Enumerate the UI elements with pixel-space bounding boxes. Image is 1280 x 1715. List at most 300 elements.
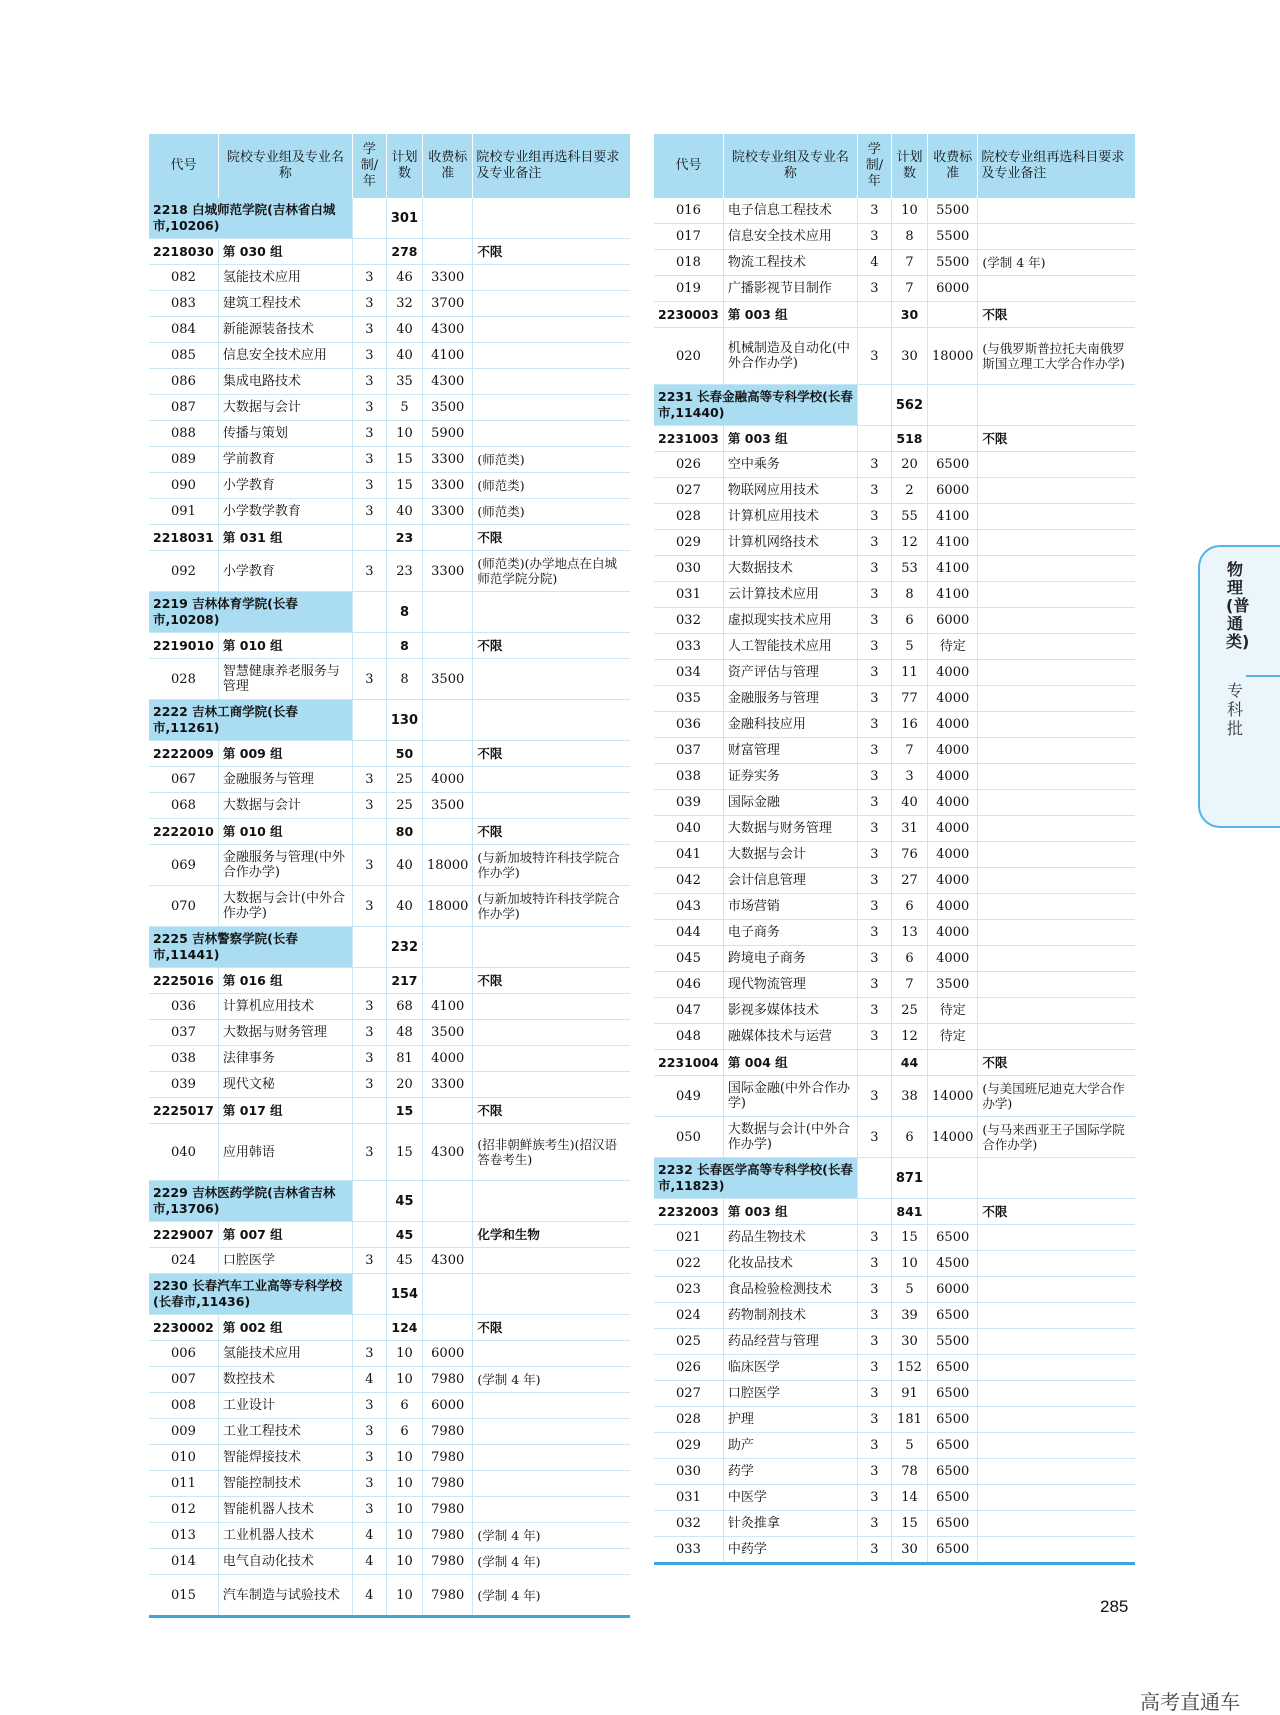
header-plan: 计划数 [891,134,927,198]
major-row [654,1024,1135,1050]
major-name: 现代文秘 [218,1072,352,1098]
major-name: 药物制剂技术 [723,1303,857,1329]
major-years: 3 [857,452,891,478]
major-plan: 55 [891,504,927,530]
major-years: 3 [352,1471,386,1497]
major-row [654,224,1135,250]
major-row [149,886,630,927]
major-plan: 10 [386,1445,422,1471]
major-plan: 8 [891,582,927,608]
major-plan: 6 [891,1117,927,1158]
major-plan: 15 [891,1511,927,1537]
school-name: 2225 吉林警察学院(长春市,11441) [149,927,352,968]
major-name: 数控技术 [218,1367,352,1393]
major-name: 信息安全技术应用 [218,343,352,369]
group-plan: 23 [386,525,422,551]
major-note: (学制 4 年) [473,1575,630,1617]
school-years [857,385,891,426]
school-name: 2218 白城师范学院(吉林省白城市,10206) [149,198,352,239]
major-years: 3 [352,1124,386,1181]
major-name: 信息安全技术应用 [723,224,857,250]
major-code: 038 [149,1046,218,1072]
group-row [654,302,1135,328]
major-plan: 23 [386,551,422,592]
group-note: 不限 [473,741,630,767]
major-note [978,1355,1135,1381]
group-name: 第 003 组 [723,426,857,452]
group-years [352,1098,386,1124]
major-note [978,1407,1135,1433]
major-fee: 7980 [423,1523,473,1549]
major-note [978,972,1135,998]
group-fee [423,1098,473,1124]
major-years: 3 [857,1381,891,1407]
major-years: 3 [352,395,386,421]
major-note [978,1433,1135,1459]
major-name: 大数据与会计 [723,842,857,868]
major-years: 3 [857,556,891,582]
major-note: (师范类)(办学地点在白城师范学院分院) [473,551,630,592]
major-plan: 10 [386,1367,422,1393]
major-note [978,1024,1135,1050]
major-plan: 12 [891,530,927,556]
major-note [473,767,630,793]
major-code: 048 [654,1024,723,1050]
major-note [978,816,1135,842]
major-plan: 7 [891,738,927,764]
major-plan: 53 [891,556,927,582]
school-fee [423,927,473,968]
group-name: 第 003 组 [723,1199,857,1225]
major-plan: 91 [891,1381,927,1407]
major-years: 3 [352,369,386,395]
major-fee: 5500 [928,250,978,276]
major-name: 大数据与会计(中外合作办学) [723,1117,857,1158]
major-code: 011 [149,1471,218,1497]
major-years: 3 [857,1277,891,1303]
major-name: 金融服务与管理(中外合作办学) [218,845,352,886]
major-code: 043 [654,894,723,920]
major-note [978,1511,1135,1537]
major-row [149,767,630,793]
major-name: 广播影视节目制作 [723,276,857,302]
major-name: 化妆品技术 [723,1251,857,1277]
group-plan: 278 [386,239,422,265]
major-plan: 5 [386,395,422,421]
major-years: 4 [352,1549,386,1575]
major-plan: 6 [891,946,927,972]
major-years: 4 [352,1523,386,1549]
major-row [654,920,1135,946]
group-code: 2232003 [654,1199,723,1225]
major-fee: 5500 [928,1329,978,1355]
major-years: 3 [857,920,891,946]
major-row [149,395,630,421]
group-plan: 841 [891,1199,927,1225]
major-note [978,198,1135,224]
school-years [352,198,386,239]
category-side-tab [1198,545,1280,828]
major-name: 药品生物技术 [723,1225,857,1251]
school-note [978,385,1135,426]
major-years: 3 [857,1537,891,1564]
major-code: 027 [654,478,723,504]
major-row [654,1076,1135,1117]
major-name: 工业工程技术 [218,1419,352,1445]
major-code: 049 [654,1076,723,1117]
major-fee: 3500 [423,793,473,819]
group-row [149,1222,630,1248]
school-note [473,1274,630,1315]
major-years: 3 [857,946,891,972]
major-name: 法律事务 [218,1046,352,1072]
major-row [654,478,1135,504]
major-plan: 32 [386,291,422,317]
major-fee: 4000 [928,790,978,816]
major-row [654,1329,1135,1355]
group-code: 2218030 [149,239,218,265]
group-note: 不限 [473,239,630,265]
major-years: 3 [857,1329,891,1355]
major-years: 3 [352,473,386,499]
group-years [352,819,386,845]
major-name: 智慧健康养老服务与管理 [218,659,352,700]
major-note [978,1277,1135,1303]
major-fee: 5500 [928,198,978,224]
group-years [352,741,386,767]
major-row [149,845,630,886]
major-note [978,894,1135,920]
group-code: 2219010 [149,633,218,659]
major-years: 3 [352,291,386,317]
major-plan: 5 [891,1433,927,1459]
major-note [473,421,630,447]
group-note: 不限 [473,968,630,994]
major-note [978,738,1135,764]
major-note [978,1537,1135,1564]
major-plan: 15 [386,1124,422,1181]
major-fee: 4000 [423,1046,473,1072]
major-fee: 3500 [423,395,473,421]
major-years: 3 [857,1407,891,1433]
group-row [149,1315,630,1341]
major-name: 国际金融 [723,790,857,816]
major-name: 氢能技术应用 [218,1341,352,1367]
major-fee: 7980 [423,1367,473,1393]
major-row [654,634,1135,660]
major-name: 计算机网络技术 [723,530,857,556]
group-row [654,1050,1135,1076]
major-years: 3 [857,816,891,842]
major-fee: 6500 [928,1537,978,1564]
major-row [654,608,1135,634]
group-fee [928,302,978,328]
major-row [654,1277,1135,1303]
major-years: 3 [857,224,891,250]
major-name: 计算机应用技术 [218,994,352,1020]
school-fee [423,1274,473,1315]
major-fee: 6000 [423,1393,473,1419]
major-plan: 5 [891,1277,927,1303]
school-fee [423,592,473,633]
group-fee [423,525,473,551]
school-years [352,1181,386,1222]
major-years: 3 [857,842,891,868]
major-name: 小学数学教育 [218,499,352,525]
major-code: 085 [149,343,218,369]
major-plan: 6 [386,1393,422,1419]
major-note [473,793,630,819]
group-note: 不限 [473,1098,630,1124]
major-fee: 4000 [928,842,978,868]
major-name: 现代物流管理 [723,972,857,998]
major-note [978,504,1135,530]
major-fee: 4000 [928,686,978,712]
major-code: 033 [654,1537,723,1564]
major-name: 人工智能技术应用 [723,634,857,660]
group-row [149,633,630,659]
major-years: 3 [352,421,386,447]
major-name: 大数据与会计 [218,395,352,421]
major-years: 3 [857,1225,891,1251]
major-row [149,317,630,343]
major-plan: 76 [891,842,927,868]
school-years [352,1274,386,1315]
major-fee: 7980 [423,1419,473,1445]
major-fee: 4000 [928,868,978,894]
major-fee: 5900 [423,421,473,447]
major-code: 091 [149,499,218,525]
school-name: 2232 长春医学高等专科学校(长春市,11823) [654,1158,857,1199]
group-row [149,1098,630,1124]
group-row [654,426,1135,452]
major-name: 工业机器人技术 [218,1523,352,1549]
school-note [473,927,630,968]
major-note: (学制 4 年) [978,250,1135,276]
major-row [149,499,630,525]
watermark: 高考直通车 [1140,1690,1240,1714]
major-note [978,1303,1135,1329]
major-row [654,1251,1135,1277]
major-name: 跨境电子商务 [723,946,857,972]
major-plan: 8 [891,224,927,250]
major-fee: 待定 [928,634,978,660]
major-code: 008 [149,1393,218,1419]
major-code: 046 [654,972,723,998]
major-row [149,1248,630,1274]
major-name: 建筑工程技术 [218,291,352,317]
major-code: 028 [654,504,723,530]
major-name: 云计算技术应用 [723,582,857,608]
major-row [149,1549,630,1575]
major-row [149,473,630,499]
group-fee [423,633,473,659]
major-note: (与新加坡特许科技学院合作办学) [473,886,630,927]
major-code: 028 [149,659,218,700]
school-row [149,700,630,741]
major-plan: 11 [891,660,927,686]
major-plan: 10 [386,1471,422,1497]
school-row [149,198,630,239]
major-row [654,790,1135,816]
major-years: 3 [857,1303,891,1329]
group-plan: 8 [386,633,422,659]
major-code: 016 [654,198,723,224]
major-code: 092 [149,551,218,592]
major-code: 069 [149,845,218,886]
major-fee: 18000 [423,886,473,927]
major-fee: 14000 [928,1117,978,1158]
major-row [149,793,630,819]
major-name: 新能源装备技术 [218,317,352,343]
group-plan: 80 [386,819,422,845]
major-name: 口腔医学 [723,1381,857,1407]
major-code: 041 [654,842,723,868]
major-note [473,994,630,1020]
major-plan: 7 [891,250,927,276]
major-code: 089 [149,447,218,473]
major-years: 3 [857,1076,891,1117]
major-fee: 4300 [423,317,473,343]
major-years: 3 [857,1251,891,1277]
group-code: 2222009 [149,741,218,767]
major-name: 国际金融(中外合作办学) [723,1076,857,1117]
group-name: 第 017 组 [218,1098,352,1124]
major-plan: 6 [891,894,927,920]
major-fee: 4000 [928,946,978,972]
major-years: 3 [352,1393,386,1419]
major-years: 4 [857,250,891,276]
major-name: 电子信息工程技术 [723,198,857,224]
header-note: 院校专业组再选科目要求及专业备注 [978,134,1135,198]
major-name: 应用韩语 [218,1124,352,1181]
major-plan: 5 [891,634,927,660]
group-note: 不限 [978,302,1135,328]
table-header [654,134,1135,198]
major-code: 039 [654,790,723,816]
major-row [654,582,1135,608]
major-code: 023 [654,1277,723,1303]
group-plan: 30 [891,302,927,328]
major-name: 影视多媒体技术 [723,998,857,1024]
major-fee: 6500 [928,1381,978,1407]
major-years: 3 [857,894,891,920]
major-name: 财富管理 [723,738,857,764]
major-row [654,328,1135,385]
major-code: 050 [654,1117,723,1158]
major-code: 083 [149,291,218,317]
major-row [654,1511,1135,1537]
group-years [352,239,386,265]
major-note [978,224,1135,250]
major-row [149,421,630,447]
major-code: 070 [149,886,218,927]
major-code: 044 [654,920,723,946]
major-note [473,1471,630,1497]
major-fee: 3700 [423,291,473,317]
major-row [149,1575,630,1617]
major-name: 物联网应用技术 [723,478,857,504]
school-row [149,927,630,968]
major-row [654,972,1135,998]
header-years: 学制/年 [857,134,891,198]
major-fee: 6500 [928,1433,978,1459]
major-plan: 10 [386,1523,422,1549]
major-code: 068 [149,793,218,819]
group-plan: 50 [386,741,422,767]
school-fee [928,385,978,426]
group-row [149,525,630,551]
major-fee: 6000 [928,608,978,634]
major-code: 037 [654,738,723,764]
major-note: (学制 4 年) [473,1549,630,1575]
major-name: 智能机器人技术 [218,1497,352,1523]
major-fee: 4000 [928,712,978,738]
school-note [473,198,630,239]
major-fee: 6500 [928,1225,978,1251]
major-code: 031 [654,1485,723,1511]
major-fee: 4500 [928,1251,978,1277]
major-plan: 27 [891,868,927,894]
major-note [978,764,1135,790]
major-row [654,198,1135,224]
group-plan: 44 [891,1050,927,1076]
group-fee [423,819,473,845]
group-fee [423,1222,473,1248]
school-note [978,1158,1135,1199]
header-code: 代号 [149,134,218,198]
group-years [352,968,386,994]
major-row [654,250,1135,276]
major-code: 024 [654,1303,723,1329]
major-years: 3 [352,265,386,291]
major-row [149,265,630,291]
major-plan: 2 [891,478,927,504]
side-tab-batch: 专科批 [1226,681,1243,738]
major-name: 物流工程技术 [723,250,857,276]
school-plan: 871 [891,1158,927,1199]
major-row [149,369,630,395]
group-code: 2230003 [654,302,723,328]
major-plan: 40 [386,317,422,343]
major-code: 020 [654,328,723,385]
major-years: 3 [857,198,891,224]
major-years: 3 [857,1024,891,1050]
group-years [352,633,386,659]
major-years: 3 [857,328,891,385]
major-code: 009 [149,1419,218,1445]
group-note: 不限 [473,633,630,659]
major-name: 虚拟现实技术应用 [723,608,857,634]
major-code: 026 [654,452,723,478]
major-row [654,1433,1135,1459]
major-note: (招非朝鲜族考生)(招汉语答卷考生) [473,1124,630,1181]
major-years: 3 [857,1117,891,1158]
group-note: 不限 [978,1050,1135,1076]
major-plan: 15 [891,1225,927,1251]
major-fee: 7980 [423,1549,473,1575]
major-fee: 4100 [928,504,978,530]
major-fee: 待定 [928,1024,978,1050]
header-fee: 收费标准 [928,134,978,198]
major-years: 3 [857,712,891,738]
group-years [352,1315,386,1341]
major-years: 3 [352,1341,386,1367]
major-note [473,1497,630,1523]
major-row [149,1497,630,1523]
major-code: 015 [149,1575,218,1617]
header-years: 学制/年 [352,134,386,198]
